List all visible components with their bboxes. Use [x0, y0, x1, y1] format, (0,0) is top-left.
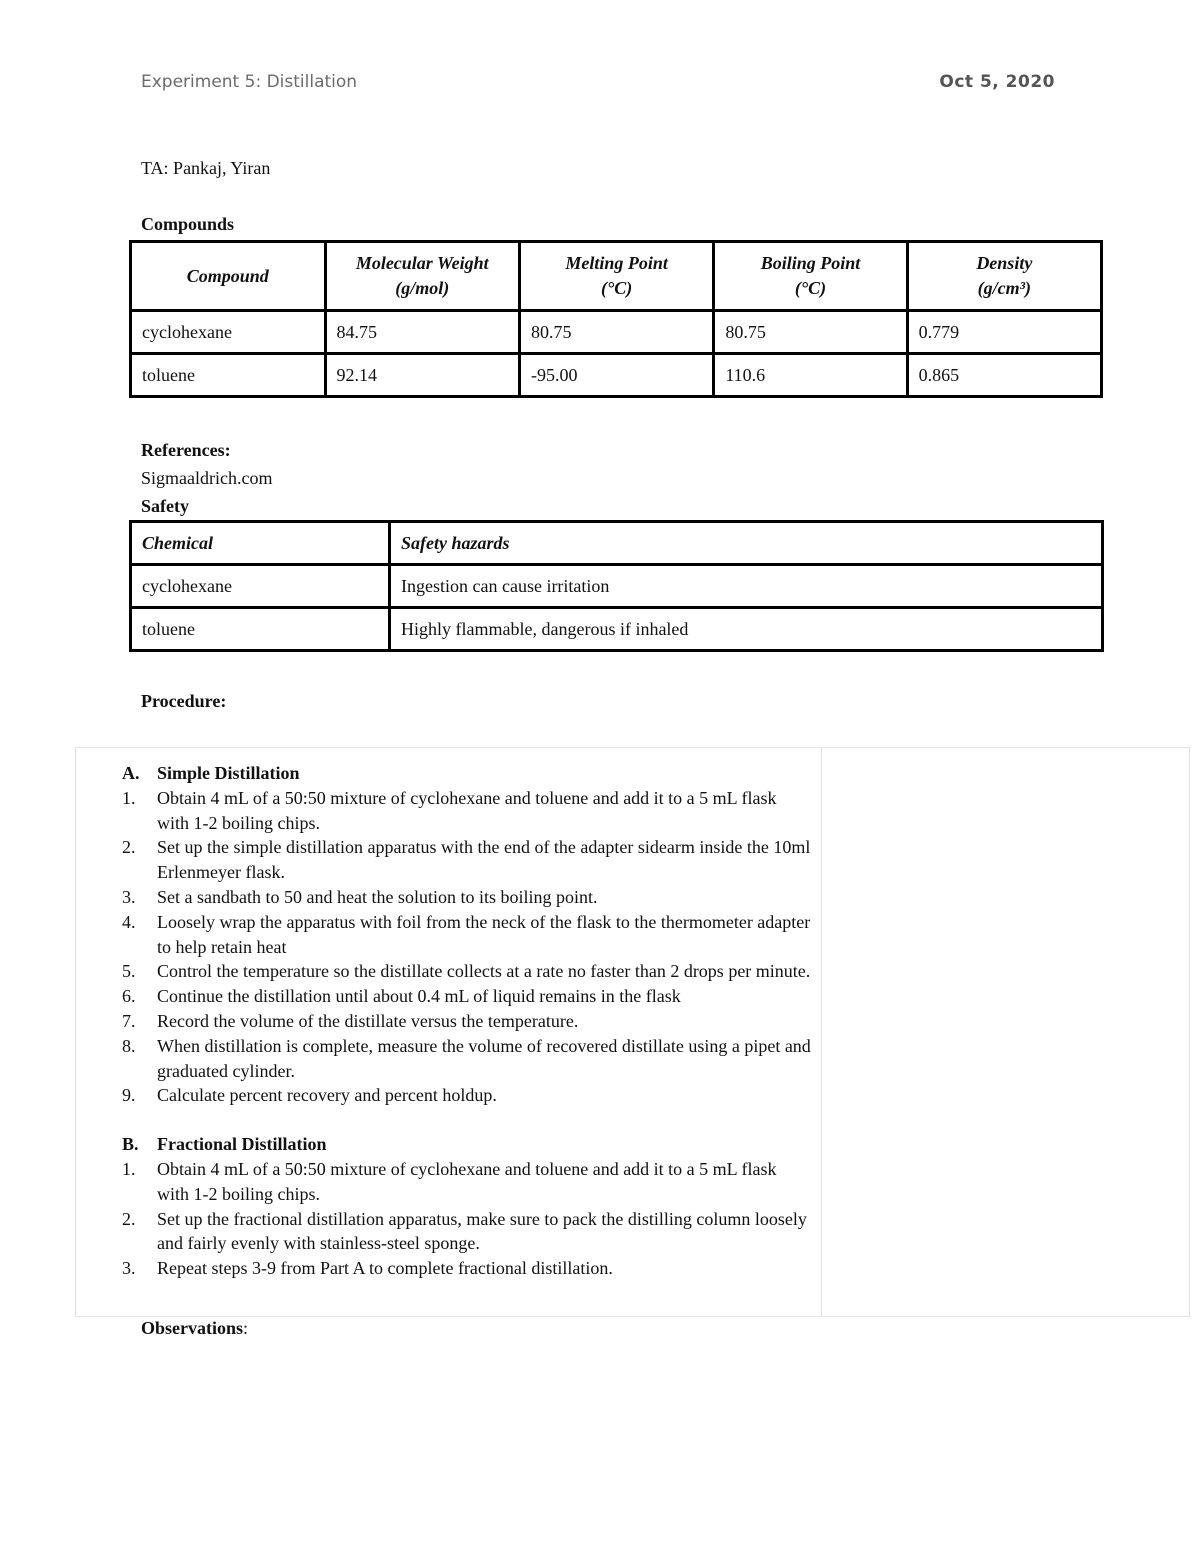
table-row: [131, 565, 1103, 608]
table-cell: Ingestion can cause irritation: [390, 565, 1103, 608]
table-cell: 110.6: [714, 354, 907, 397]
list-item: 4. Loosely wrap the apparatus with foil from the neck of the flask to the thermometer adapter to help retain heat: [122, 911, 811, 957]
header-cell: Chemical: [131, 522, 390, 565]
procedure-content: [122, 761, 812, 1281]
table-row: [131, 311, 1102, 354]
page-header: [141, 72, 1055, 100]
document-date: Oct 5, 2020: [939, 72, 1055, 92]
safety-header-row: [131, 522, 1103, 565]
list-item: 8. When distillation is complete, measure the volume of recovered distillate using a pipet and graduated cylinder.: [122, 1035, 811, 1081]
procedure-heading: Procedure:: [141, 691, 227, 711]
table-cell: 0.779: [907, 311, 1101, 354]
safety-heading: Safety: [141, 496, 189, 516]
header-cell: Boiling Point (°C): [714, 242, 907, 311]
compounds-header-row: [131, 242, 1102, 311]
header-cell: Compound: [131, 242, 326, 311]
header-cell: Safety hazards: [390, 522, 1103, 565]
table-cell: toluene: [131, 354, 326, 397]
list-item: 9. Calculate percent recovery and percent holdup.: [122, 1085, 497, 1106]
ta-line: TA: Pankaj, Yiran: [141, 158, 271, 178]
part-heading: B. Fractional Distillation: [122, 1134, 327, 1155]
table-row: [131, 608, 1103, 651]
table-cell: Highly flammable, dangerous if inhaled: [390, 608, 1103, 651]
compounds-heading: Compounds: [141, 214, 235, 234]
table-cell: 0.865: [907, 354, 1101, 397]
list-item: 3. Set a sandbath to 50 and heat the solution to its boiling point.: [122, 886, 598, 907]
header-cell: Density (g/cm³): [907, 242, 1101, 311]
list-item: 1. Obtain 4 mL of a 50:50 mixture of cyclohexane and toluene and add it to a 5 mL flask with 1-2 boiling chips.: [122, 787, 777, 833]
list-item: 3. Repeat steps 3-9 from Part A to complete fractional distillation.: [122, 1258, 613, 1279]
table-cell: -95.00: [519, 354, 713, 397]
references-block: [141, 436, 272, 520]
list-item: 6. Continue the distillation until about 0.4 mL of liquid remains in the flask: [122, 986, 681, 1007]
list-item: 2. Set up the fractional distillation apparatus, make sure to pack the distilling column loosely and fairly evenly with stainless-steel sponge.: [122, 1208, 807, 1254]
table-cell: 84.75: [325, 311, 519, 354]
references-label: References:: [141, 440, 231, 460]
table-cell: cyclohexane: [131, 565, 390, 608]
column-divider: [821, 748, 822, 1316]
compounds-table: [129, 240, 1103, 398]
part-heading: A. Simple Distillation: [122, 763, 300, 783]
table-row: [131, 354, 1102, 397]
observations-heading: Observations:: [141, 1318, 249, 1338]
safety-table: [129, 520, 1104, 652]
table-cell: 80.75: [519, 311, 713, 354]
table-cell: toluene: [131, 608, 390, 651]
table-cell: cyclohexane: [131, 311, 326, 354]
header-cell: Molecular Weight (g/mol): [325, 242, 519, 311]
table-cell: 80.75: [714, 311, 907, 354]
list-item: 1. Obtain 4 mL of a 50:50 mixture of cyclohexane and toluene and add it to a 5 mL flask with 1-2 boiling chips.: [122, 1158, 777, 1204]
references-value: Sigmaaldrich.com: [141, 468, 273, 488]
document-title: Experiment 5: Distillation: [141, 72, 358, 92]
table-cell: 92.14: [325, 354, 519, 397]
header-cell: Melting Point (°C): [519, 242, 713, 311]
list-item: 2. Set up the simple distillation apparatus with the end of the adapter sidearm inside the 10ml Erlenmeyer flask.: [122, 837, 811, 883]
procedure-box: [75, 747, 1190, 1317]
list-item: 7. Record the volume of the distillate versus the temperature.: [122, 1010, 579, 1031]
list-item: 5. Control the temperature so the distillate collects at a rate no faster than 2 drops per minute.: [122, 961, 811, 982]
